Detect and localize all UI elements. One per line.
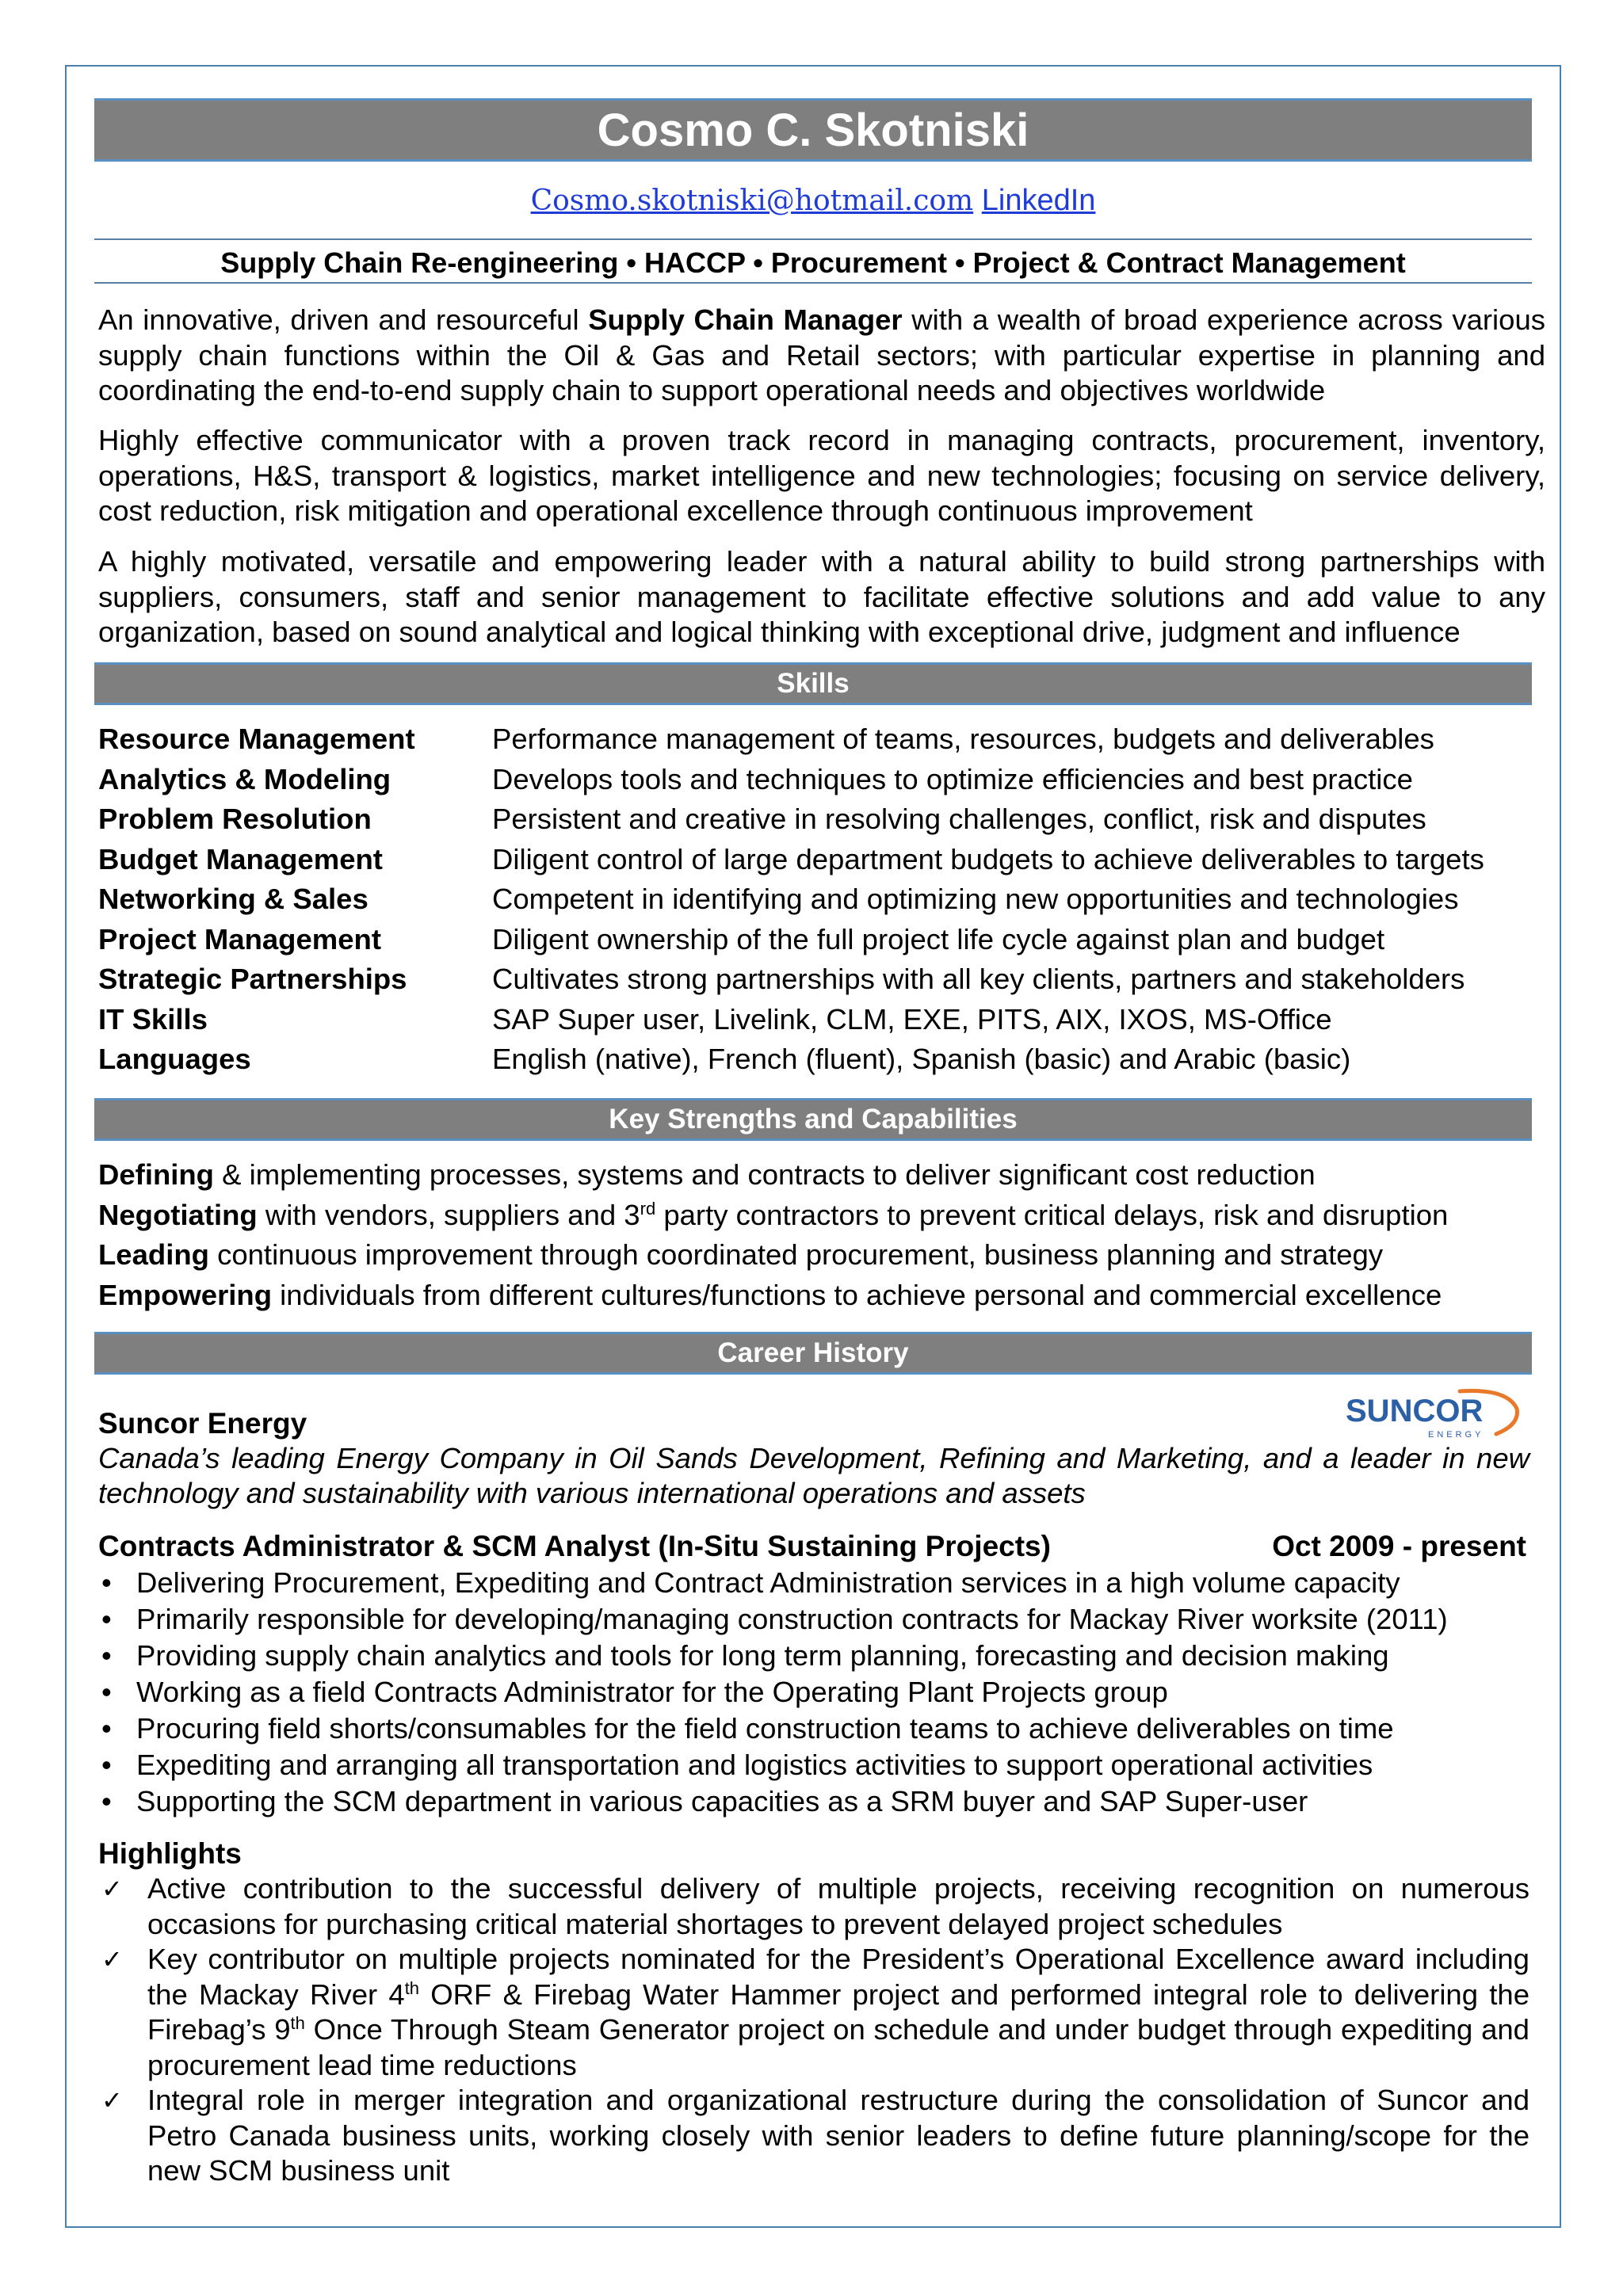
company-description: Canada’s leading Energy Company in Oil Sands Development, Refining and Marketing, and a leader in new technology and sustainability with various international operations and assets bbox=[98, 1442, 1529, 1509]
bullet-icon: • bbox=[101, 1639, 112, 1672]
strengths-section-header bbox=[94, 1098, 1532, 1141]
skill-name: Networking & Sales bbox=[98, 883, 369, 915]
linkedin-link[interactable]: LinkedIn bbox=[981, 184, 1096, 217]
checkmark-icon: ✓ bbox=[101, 1944, 123, 1974]
skill-name: Strategic Partnerships bbox=[98, 963, 407, 995]
skill-row bbox=[98, 959, 1545, 1000]
list-item: • Working as a field Contracts Administrator for the Operating Plant Projects group bbox=[98, 1674, 1545, 1711]
summary-paragraph-1: An innovative, driven and resourceful Supply Chain Manager with a wealth of broad experience across various supply chain functions within the Oil & Gas and Retail sectors; with particular expertise in planning and coordinating the end-to-end supply chain to support operational needs and objectives worldwide bbox=[98, 303, 1545, 406]
skill-description: Diligent ownership of the full project life cycle against plan and budget bbox=[492, 922, 1385, 955]
strengths-title: Key Strengths and Capabilities bbox=[609, 1104, 1018, 1135]
list-item: • Primarily responsible for developing/managing construction contracts for Mackay River worksite (2011) bbox=[98, 1601, 1545, 1638]
skill-description: Cultivates strong partnerships with all key clients, partners and stakeholders bbox=[492, 963, 1465, 995]
strength-item: Empowering individuals from different cultures/functions to achieve personal and commercial excellence bbox=[98, 1278, 1442, 1311]
checkmark-icon: ✓ bbox=[101, 2085, 123, 2115]
tagline: Supply Chain Re-engineering • HACCP • Procurement • Project & Contract Management bbox=[220, 246, 1406, 279]
bullet-icon: • bbox=[101, 1785, 112, 1817]
list-item: • Delivering Procurement, Expediting and Contract Administration services in a high volume capacity bbox=[98, 1565, 1545, 1601]
role-dates: Oct 2009 - present bbox=[1272, 1530, 1526, 1562]
skill-row bbox=[98, 1000, 1545, 1040]
bullet-icon: • bbox=[101, 1676, 112, 1708]
strength-item: Defining & implementing processes, systems and contracts to deliver significant cost reduction bbox=[98, 1158, 1316, 1191]
logo-subtext: ENERGY bbox=[1428, 1430, 1484, 1440]
bullet-icon: • bbox=[101, 1603, 112, 1635]
strengths-list bbox=[98, 1155, 1545, 1315]
skill-name: IT Skills bbox=[98, 1002, 208, 1035]
responsibilities-list bbox=[98, 1565, 1545, 1820]
skill-name: Analytics & Modeling bbox=[98, 762, 391, 795]
skill-name: Languages bbox=[98, 1043, 251, 1075]
skill-description: Competent in identifying and optimizing new opportunities and technologies bbox=[492, 883, 1459, 915]
bullet-icon: • bbox=[101, 1749, 112, 1781]
summary-paragraph-3: A highly motivated, versatile and empowering leader with a natural ability to build strong partnerships with suppliers, consumers, staff and senior management to facilitate effective solutions and add value to any organization, based on sound analytical and logical thinking with exceptional drive, judgment and influence bbox=[98, 545, 1545, 648]
tagline-bottom-rule bbox=[94, 282, 1532, 284]
summary-role-highlight: Supply Chain Manager bbox=[588, 303, 903, 336]
contact-line bbox=[94, 182, 1532, 219]
company-name: Suncor Energy bbox=[98, 1407, 307, 1440]
skill-description: English (native), French (fluent), Spanish (basic) and Arabic (basic) bbox=[492, 1043, 1351, 1075]
skill-row bbox=[98, 760, 1545, 800]
strength-item: Leading continuous improvement through coordinated procurement, business planning and strategy bbox=[98, 1238, 1384, 1271]
highlight-item: ✓ Key contributor on multiple projects nominated for the President’s Operational Excellence award including the Mackay River 4th ORF & Firebag Water Hammer project and performed integral role to delivering the Firebag’s 9th Once Through Steam Generator project on schedule and under budget through expediting and procurement lead time reductions bbox=[101, 1943, 1530, 2081]
skill-row bbox=[98, 920, 1545, 960]
bullet-icon: • bbox=[101, 1566, 112, 1599]
skill-description: Persistent and creative in resolving challenges, conflict, risk and disputes bbox=[492, 803, 1426, 835]
highlights-title: Highlights bbox=[98, 1837, 242, 1870]
skill-name: Budget Management bbox=[98, 842, 383, 875]
email-link[interactable]: Cosmo.skotniski@hotmail.com bbox=[530, 185, 974, 217]
skill-description: Develops tools and techniques to optimize efficiencies and best practice bbox=[492, 762, 1413, 795]
career-title: Career History bbox=[717, 1337, 909, 1368]
list-item: • Procuring field shorts/consumables for the field construction teams to achieve deliverables on time bbox=[98, 1711, 1545, 1747]
skills-section-header bbox=[94, 662, 1532, 705]
skills-list bbox=[98, 719, 1545, 1080]
list-item: • Supporting the SCM department in various capacities as a SRM buyer and SAP Super-user bbox=[98, 1783, 1545, 1820]
tagline-top-rule bbox=[94, 238, 1532, 240]
highlights-list bbox=[98, 1871, 1529, 2189]
name-header-bar bbox=[94, 98, 1532, 162]
strength-item: Negotiating with vendors, suppliers and 3rd party contractors to prevent critical delays, risk and disruption bbox=[98, 1198, 1449, 1231]
skill-description: SAP Super user, Livelink, CLM, EXE, PITS, AIX, IXOS, MS-Office bbox=[492, 1002, 1332, 1035]
career-section-header bbox=[94, 1332, 1532, 1375]
highlight-item: ✓ Integral role in merger integration and organizational restructure during the consolidation of Suncor and Petro Canada business units, working closely with senior leaders to define future planning/scope for the new SCM business unit bbox=[101, 2084, 1529, 2187]
role-title: Contracts Administrator & SCM Analyst (In-Situ Sustaining Projects) bbox=[98, 1530, 1051, 1562]
bullet-icon: • bbox=[101, 1712, 112, 1745]
skill-name: Project Management bbox=[98, 922, 381, 955]
skill-row bbox=[98, 1039, 1545, 1080]
summary-paragraph-2: Highly effective communicator with a proven track record in managing contracts, procurement, inventory, operations, H&S, transport & logistics, market intelligence and new technologies; focusing on service delivery, cost reduction, risk mitigation and operational excellence through continuous improvement bbox=[98, 424, 1545, 527]
skills-title: Skills bbox=[777, 668, 850, 699]
list-item: • Expediting and arranging all transportation and logistics activities to support operational activities bbox=[98, 1747, 1545, 1783]
skill-row bbox=[98, 719, 1545, 760]
skill-row bbox=[98, 799, 1545, 840]
skill-row bbox=[98, 840, 1545, 880]
logo-wordmark: SUNCOR bbox=[1346, 1394, 1484, 1428]
skill-name: Problem Resolution bbox=[98, 803, 372, 835]
suncor-logo bbox=[1341, 1385, 1523, 1442]
skill-description: Diligent control of large department budgets to achieve deliverables to targets bbox=[492, 842, 1484, 875]
skill-description: Performance management of teams, resources, budgets and deliverables bbox=[492, 723, 1434, 755]
highlight-item: ✓ Active contribution to the successful delivery of multiple projects, receiving recognition on numerous occasions for purchasing critical material shortages to prevent delayed project schedules bbox=[101, 1872, 1529, 1940]
checkmark-icon: ✓ bbox=[101, 1874, 123, 1904]
candidate-name: Cosmo C. Skotniski bbox=[597, 104, 1029, 156]
skill-row bbox=[98, 879, 1545, 920]
list-item: • Providing supply chain analytics and tools for long term planning, forecasting and decision making bbox=[98, 1638, 1545, 1674]
skill-name: Resource Management bbox=[98, 723, 415, 755]
